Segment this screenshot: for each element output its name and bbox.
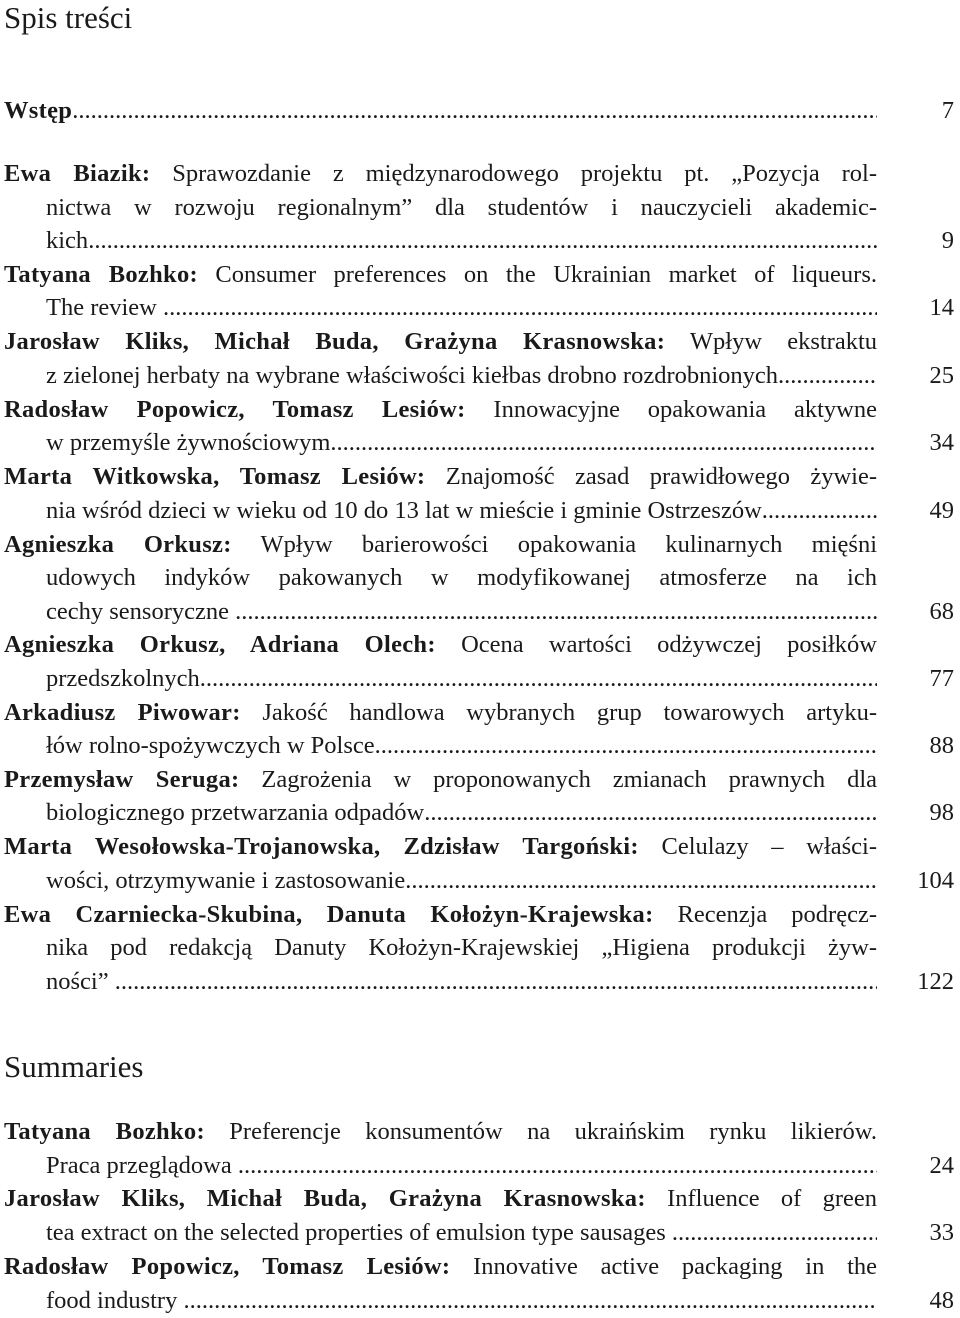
- toc-dot-leader: [330, 426, 877, 460]
- toc-entry-line: [4, 157, 877, 191]
- summary-entry-line: [4, 1182, 877, 1216]
- summary-dot-leader: [183, 1284, 877, 1318]
- toc-entry-line: [4, 528, 877, 562]
- toc-page-number: 98: [929, 799, 954, 826]
- toc-entry-line: [46, 965, 877, 999]
- summary-entry-title: tea extract on the selected properties of emulsion type sausages: [46, 1219, 672, 1246]
- toc-entry-author: Ewa Czarniecka-Skubina, Danuta Kołożyn-Krajewska:: [4, 901, 654, 928]
- toc-entry-title: Sprawozdanie z międzynarodowego projektu pt. „Pozycja rol-: [150, 160, 877, 187]
- toc-dot-leader: [375, 729, 877, 763]
- toc-entry-title: ności”: [46, 968, 115, 995]
- toc-entry-title: Wpływ ekstraktu: [665, 328, 877, 355]
- toc-entry-title: wości, otrzymywanie i zastosowanie: [46, 867, 406, 894]
- summary-entry-line: [46, 1149, 877, 1183]
- toc-entry-line: [46, 662, 877, 696]
- toc-entry-title: kich: [46, 227, 89, 254]
- toc-entry-title: Jakość handlowa wybranych grup towarowych artyku-: [240, 699, 877, 726]
- toc-entry-title: Innowacyjne opakowania aktywne: [465, 396, 877, 423]
- toc-entry-author: Jarosław Kliks, Michał Buda, Grażyna Krasnowska:: [4, 328, 666, 355]
- toc-entry-author: Wstęp: [4, 97, 73, 124]
- summary-entry-line: [46, 1284, 877, 1318]
- toc-entry-title: w przemyśle żywnościowym: [46, 429, 331, 456]
- toc-entry-line: [46, 561, 877, 595]
- toc-dot-leader: [235, 595, 877, 629]
- toc-entry-title: Wpływ barierowości opakowania kulinarnych mięśni: [231, 531, 878, 558]
- toc-entry-title: nictwa w rozwoju regionalnym” dla studentów i nauczycieli akademic-: [46, 194, 877, 221]
- toc-entry-line: [46, 931, 877, 965]
- summary-entry-title: Preferencje konsumentów na ukraińskim rynku likierów.: [204, 1118, 877, 1145]
- toc-entry-title: nika pod redakcją Danuty Kołożyn-Krajewskiej „Higiena produkcji żyw-: [46, 934, 877, 961]
- toc-entry-author: Ewa Biazik:: [4, 160, 151, 187]
- toc-entry-title: Recenzja podręcz-: [653, 901, 877, 928]
- toc-entry-author: Marta Wesołowska-Trojanowska, Zdzisław Targoński:: [4, 833, 639, 860]
- toc-entry-line: [46, 796, 877, 830]
- summary-dot-leader: [672, 1216, 877, 1250]
- toc-entry-line: [4, 763, 877, 797]
- toc-entry-line: [4, 830, 877, 864]
- toc-entry-author: Arkadiusz Piwowar:: [4, 699, 241, 726]
- toc-entry-line: [46, 191, 877, 225]
- toc-page-number: 77: [929, 665, 954, 692]
- summary-entry-line: [4, 1115, 877, 1149]
- toc-page-number: 88: [929, 732, 954, 759]
- toc-entry-author: Agnieszka Orkusz:: [4, 531, 232, 558]
- toc-page-number: 68: [929, 598, 954, 625]
- toc-entry-line: [4, 628, 877, 662]
- toc-entry-author: Przemysław Seruga:: [4, 766, 240, 793]
- toc-entry-title: przedszkolnych: [46, 665, 200, 692]
- toc-page-number: 9: [941, 227, 954, 254]
- toc-entry-line: [4, 258, 877, 292]
- summary-entry-title: food industry: [46, 1287, 184, 1314]
- toc-entry-line: [46, 359, 877, 393]
- toc-entry-title: cechy sensoryczne: [46, 598, 236, 625]
- summary-entry-author: Jarosław Kliks, Michał Buda, Grażyna Krasnowska:: [4, 1185, 646, 1212]
- toc-entry-author: Agnieszka Orkusz, Adriana Olech:: [4, 631, 436, 658]
- toc-dot-leader: [762, 494, 877, 528]
- summary-entry-title: Praca przeglądowa: [46, 1152, 238, 1179]
- toc-entry-line: [46, 426, 877, 460]
- toc-title: Spis treści: [4, 0, 133, 35]
- toc-dot-leader: [72, 94, 877, 128]
- toc-entry-line: [46, 729, 877, 763]
- toc-entry-line: [46, 224, 877, 258]
- toc-dot-leader: [115, 965, 877, 999]
- toc-entry-line: [4, 696, 877, 730]
- summary-entry-line: [46, 1216, 877, 1250]
- toc-page-number: 34: [929, 429, 954, 456]
- toc-entry-title: Celulazy – właści-: [638, 833, 878, 860]
- summary-page-number: 24: [929, 1152, 954, 1179]
- toc-dot-leader: [200, 662, 877, 696]
- toc-entry-line: [4, 325, 877, 359]
- toc-entry-title: łów rolno-spożywczych w Polsce: [46, 732, 375, 759]
- toc-page-number: 104: [917, 867, 954, 894]
- toc-page-number: 14: [929, 294, 954, 321]
- toc-entry-title: nia wśród dzieci w wieku od 10 do 13 lat w mieście i gminie Ostrzeszów: [46, 497, 762, 524]
- toc-entry-title: Ocena wartości odżywczej posiłków: [435, 631, 878, 658]
- toc-entry-author: Radosław Popowicz, Tomasz Lesiów:: [4, 396, 466, 423]
- toc-entry-author: Marta Witkowska, Tomasz Lesiów:: [4, 463, 426, 490]
- toc-entry-line: [46, 595, 877, 629]
- toc-entry-line: [46, 864, 877, 898]
- summary-entry-title: Innovative active packaging in the: [450, 1253, 877, 1280]
- toc-page-number: 7: [941, 97, 954, 124]
- toc-entry-line: [46, 494, 877, 528]
- toc-dot-leader: [88, 224, 877, 258]
- toc-page-number: 25: [929, 362, 954, 389]
- summary-entry-author: Tatyana Bozhko:: [4, 1118, 205, 1145]
- toc-dot-leader: [163, 291, 877, 325]
- toc-dot-leader: [778, 359, 877, 393]
- toc-entry-line: [46, 291, 877, 325]
- toc-page-number: 122: [917, 968, 954, 995]
- toc-entry-title: Znajomość zasad prawidłowego żywie-: [425, 463, 877, 490]
- toc-entry-title: Zagrożenia w proponowanych zmianach prawnych dla: [239, 766, 877, 793]
- toc-entry-line: [4, 898, 877, 932]
- toc-page-number: 49: [929, 497, 954, 524]
- toc-dot-leader: [424, 796, 877, 830]
- toc-entry-title: z zielonej herbaty na wybrane właściwości kiełbas drobno rozdrobnionych: [46, 362, 779, 389]
- toc-dot-leader: [405, 864, 877, 898]
- toc-entry-title: udowych indyków pakowanych w modyfikowanej atmosferze na ich: [46, 564, 877, 591]
- summary-dot-leader: [238, 1149, 877, 1183]
- toc-entry-title: Consumer preferences on the Ukrainian market of liqueurs.: [197, 261, 877, 288]
- toc-entry-title: The review: [46, 294, 163, 321]
- toc-entry-author: Tatyana Bozhko:: [4, 261, 198, 288]
- toc-entry-line: [4, 460, 877, 494]
- toc-entry-line: [4, 393, 877, 427]
- summary-page-number: 48: [929, 1287, 954, 1314]
- summary-entry-line: [4, 1250, 877, 1284]
- summary-entry-title: Influence of green: [645, 1185, 877, 1212]
- summary-page-number: 33: [929, 1219, 954, 1246]
- toc-entry-line: [4, 94, 877, 128]
- toc-entry-title: biologicznego przetwarzania odpadów: [46, 799, 425, 826]
- summaries-title: Summaries: [4, 1049, 144, 1084]
- summary-entry-author: Radosław Popowicz, Tomasz Lesiów:: [4, 1253, 451, 1280]
